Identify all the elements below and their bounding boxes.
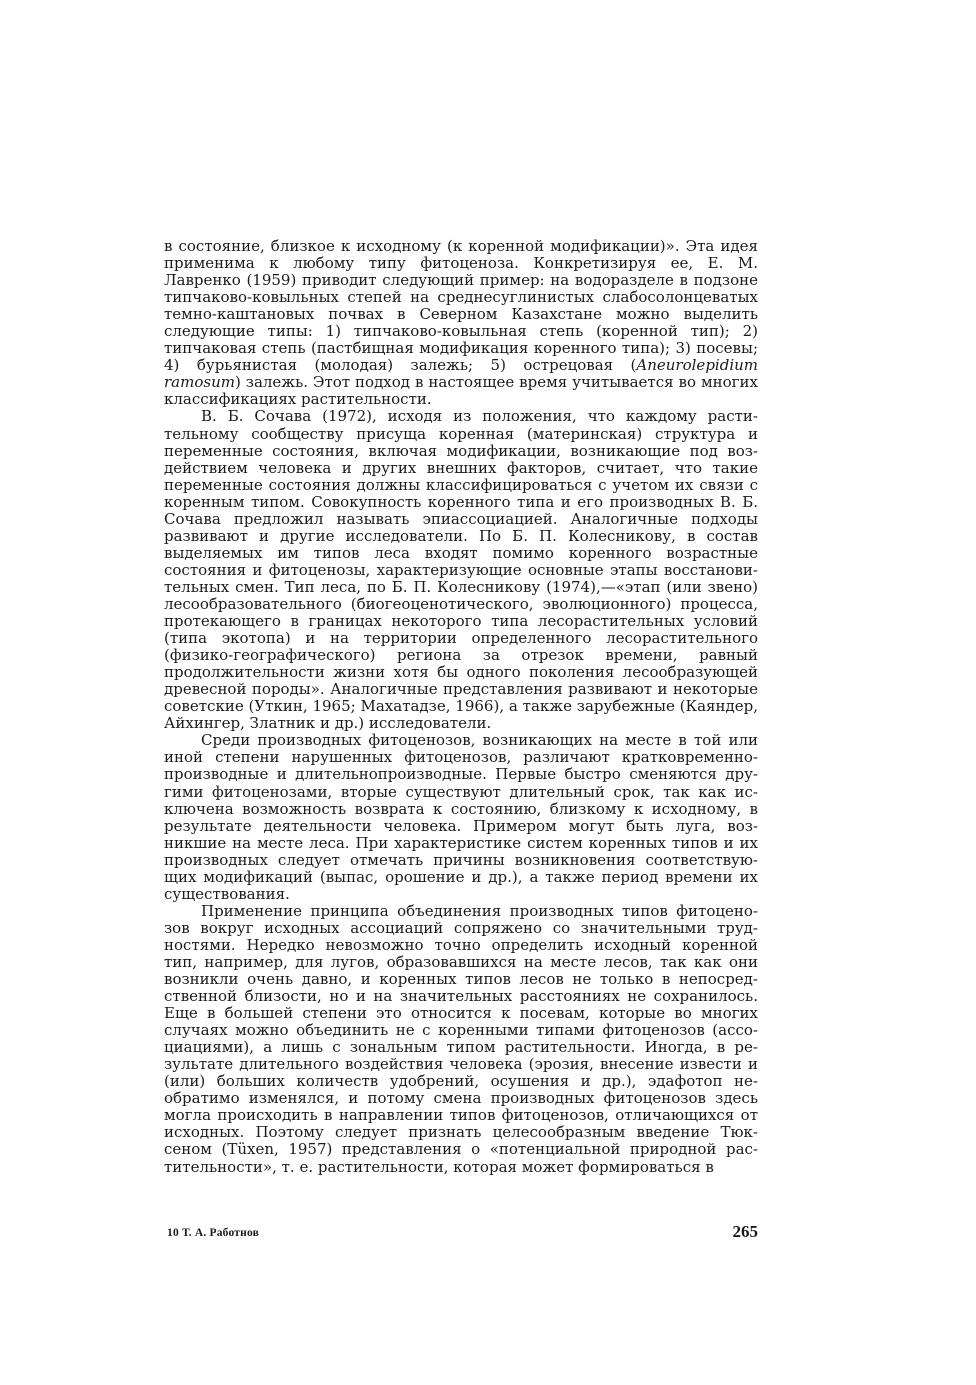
paragraph-1-text-b: ) залежь. Этот подход в настоящее время учитывается во многих классификациях растительности. [164, 373, 758, 409]
paragraph-1-text-a: в состояние, близкое к исходному (к коренной модификации)». Эта идея применима к любому типу фитоценоза. Конкретизируя ее, Е. М. Лавренко (1959) приводит следующий пример: на водоразделе в подзоне типчаково-ковыльных степей на среднесуглинистых слабосолонцеватых темно-каштановых почвах в Северном Казахстане можно выделить следующие типы: 1) типчаково-ковыльная степь (коренной тип); 2) типчаковая степь (пастбищная модификация коренного типа); 3) посевы; 4) бурьянистая (молодая) залежь; 5) острецовая ( [164, 237, 758, 375]
paragraph-4: Применение принципа объединения производных типов фитоценозов вокруг исходных ассоциаций сопряжено со значительными трудностями. Нередко невозможно точно определить исходный коренной тип, например, для лугов, образовавшихся на месте лесов, так как они возникли очень давно, и коренных типов лесов не только в непосредственной близости, но и на значительных расстояниях не сохранилось. Еще в большей степени это относится к посевам, которые во многих случаях можно объединить не с коренными типами фитоценозов (ассоциациями), а лишь с зональным типом растительности. Иногда, в результате длительного воздействия человека (эрозия, внесение извести и (или) больших количеств удобрений, осушения и др.), эдафотоп необратимо изменялся, и потому смена производных фитоценозов здесь могла происходить в направлении типов фитоценозов, отличающихся от исходных. Поэтому следует признать целесообразным введение Тюксеном (Tüxen, 1957) представления о «потенциальной природной растительности», т. е. растительности, которая может формироваться в [164, 901, 758, 1176]
paragraph-1 [164, 238, 758, 408]
page-body [164, 238, 758, 1176]
paragraph-2: В. Б. Сочава (1972), исходя из положения, что каждому растительному сообществу присуща коренная (материнская) структура и переменные состояния, включая модификации, возникающие под воздействием человека и других внешних факторов, считает, что такие переменные состояния должны классифицироваться с учетом их связи с коренным типом. Совокупность коренного типа и его производных В. Б. Сочава предложил называть эпиассоциацией. Аналогичные подходы развивают и другие исследователи. По Б. П. Колесникову, в состав выделяемых им типов леса входят помимо коренного возрастные состояния и фитоценозы, характеризующие основные этапы восстановительных смен. Тип леса, по Б. П. Колесникову (1974),—«этап (или звено) лесообразовательного (биогеоценотического, эволюционного) процесса, протекающего в границах некоторого типа лесорастительных условий (типа экотопа) и на территории определенного лесорастительного (физико-географического) региона за отрезок времени, равный продолжительности жизни хотя бы одного поколения лесообразующей древесной породы». Аналогичные представления развивают и некоторые советские (Уткин, 1965; Махатадзе, 1966), а также зарубежные (Каяндер, Айхингер, Златник и др.) исследователи. [164, 407, 758, 733]
paragraph-3: Среди производных фитоценозов, возникающих на месте в той или иной степени нарушенных фитоценозов, различают кратковременнопроизводные и длительнопроизводные. Первые быстро сменяются другими фитоценозами, вторые существуют длительный срок, так как исключена возможность возврата к состоянию, близкому к исходному, в результате деятельности человека. Примером могут быть луга, возникшие на месте леса. При характеристике систем коренных типов и их производных следует отмечать причины возникновения соответствующих модификаций (выпас, орошение и др.), а также период времени их существования. [164, 731, 758, 903]
signature-mark: 10 Т. А. Работнов [167, 1227, 260, 1239]
species-name-aneurolepidium: Aneurolepidium ramosum [164, 356, 758, 392]
page-number: 265 [732, 1222, 758, 1241]
page-footer [164, 1222, 758, 1244]
